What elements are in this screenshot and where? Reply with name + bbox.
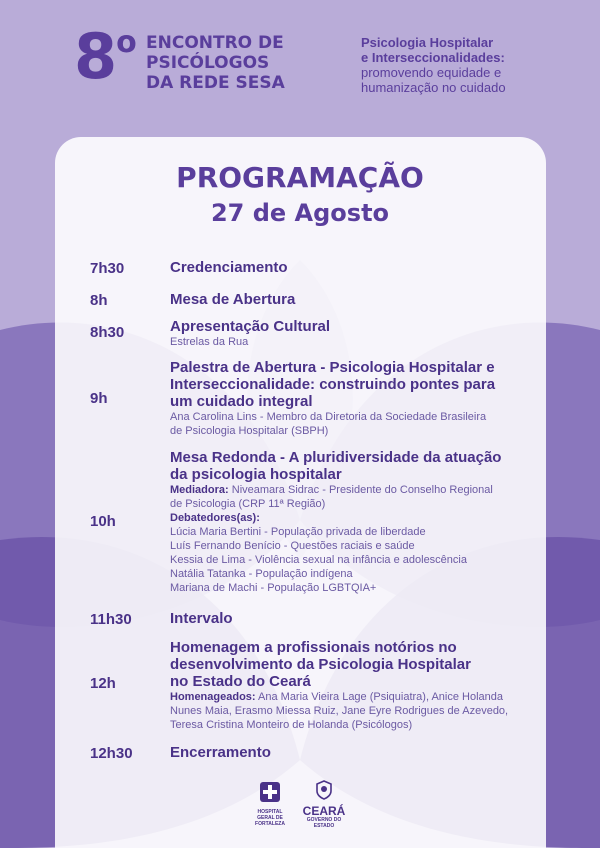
hospital-cross-icon: [258, 780, 282, 804]
schedule-detail: Kessia de Lima - Violência sexual na infância e adolescência: [170, 554, 467, 566]
schedule-time: 10h: [90, 513, 116, 530]
program-title: PROGRAMAÇÃO: [176, 161, 424, 194]
schedule-title: um cuidado integral: [170, 393, 313, 410]
schedule-detail: Nunes Maia, Erasmo Miessa Ruiz, Jane Eyre Rodrigues de Azevedo,: [170, 705, 509, 717]
schedule-detail: Estrelas da Rua: [170, 336, 249, 348]
schedule-title: Mesa de Abertura: [170, 291, 296, 308]
schedule-title: da psicologia hospitalar: [170, 466, 342, 483]
schedule-time: 12h: [90, 675, 116, 692]
schedule-detail: Homenageados: Ana Maria Vieira Lage (Psiquiatra), Anice Holanda: [170, 691, 504, 703]
schedule-title: Homenagem a profissionais notórios no: [170, 639, 457, 656]
hgf-logo: HOSPITAL GERAL DE FORTALEZA: [252, 780, 288, 827]
schedule-time: 8h: [90, 292, 108, 309]
schedule-detail: Ana Carolina Lins - Membro da Diretoria da Sociedade Brasileira: [170, 411, 487, 423]
schedule-title: Palestra de Abertura - Psicologia Hospitalar e: [170, 359, 495, 376]
state-crest-icon: [315, 780, 333, 800]
schedule-title: Interseccionalidade: construindo pontes para: [170, 376, 496, 393]
event-theme: Psicologia Hospitalar e Interseccionalidades: promovendo equidade e humanização no cuidado: [361, 35, 506, 95]
schedule-title: Mesa Redonda - A pluridiversidade da atuação: [170, 449, 502, 466]
event-title: ENCONTRO DE PSICÓLOGOS DA REDE SESA: [146, 33, 285, 93]
edition-number: 8$^o$: [74, 20, 136, 93]
schedule-time: 7h30: [90, 260, 125, 277]
schedule-title: no Estado do Ceará: [170, 673, 311, 690]
schedule-detail: de Psicologia (CRP 11ª Região): [170, 498, 326, 510]
schedule-title: Encerramento: [170, 744, 271, 761]
schedule-detail: de Psicologia Hospitalar (SBPH): [170, 425, 329, 437]
schedule-title: Apresentação Cultural: [170, 318, 331, 335]
header: [0, 0, 600, 130]
ceara-government-logo: CEARÁ GOVERNO DO ESTADO: [296, 780, 352, 829]
footer-logos: [0, 780, 600, 830]
schedule-detail: Lúcia Maria Bertini - População privada de liberdade: [170, 526, 426, 538]
program-date: 27 de Agosto: [210, 199, 390, 227]
schedule-title: Intervalo: [170, 610, 233, 627]
schedule-title: desenvolvimento da Psicologia Hospitalar: [170, 656, 471, 673]
schedule-time: 9h: [90, 390, 108, 407]
schedule-time: 11h30: [90, 611, 132, 628]
schedule-title: Credenciamento: [170, 259, 288, 276]
schedule-detail: Debatedores(as):: [170, 512, 260, 524]
schedule-detail: Mariana de Machi - População LGBTQIA+: [170, 582, 377, 594]
schedule-detail: Teresa Cristina Monteiro de Holanda (Psicólogos): [170, 719, 413, 731]
schedule-time: 12h30: [90, 745, 133, 762]
schedule-detail: Natália Tatanka - População indígena: [170, 568, 353, 580]
schedule-detail: Luís Fernando Benício - Questões raciais e saúde: [170, 540, 415, 552]
schedule-time: 8h30: [90, 324, 125, 341]
schedule-detail: Mediadora: Niveamara Sidrac - Presidente do Conselho Regional: [170, 484, 493, 496]
